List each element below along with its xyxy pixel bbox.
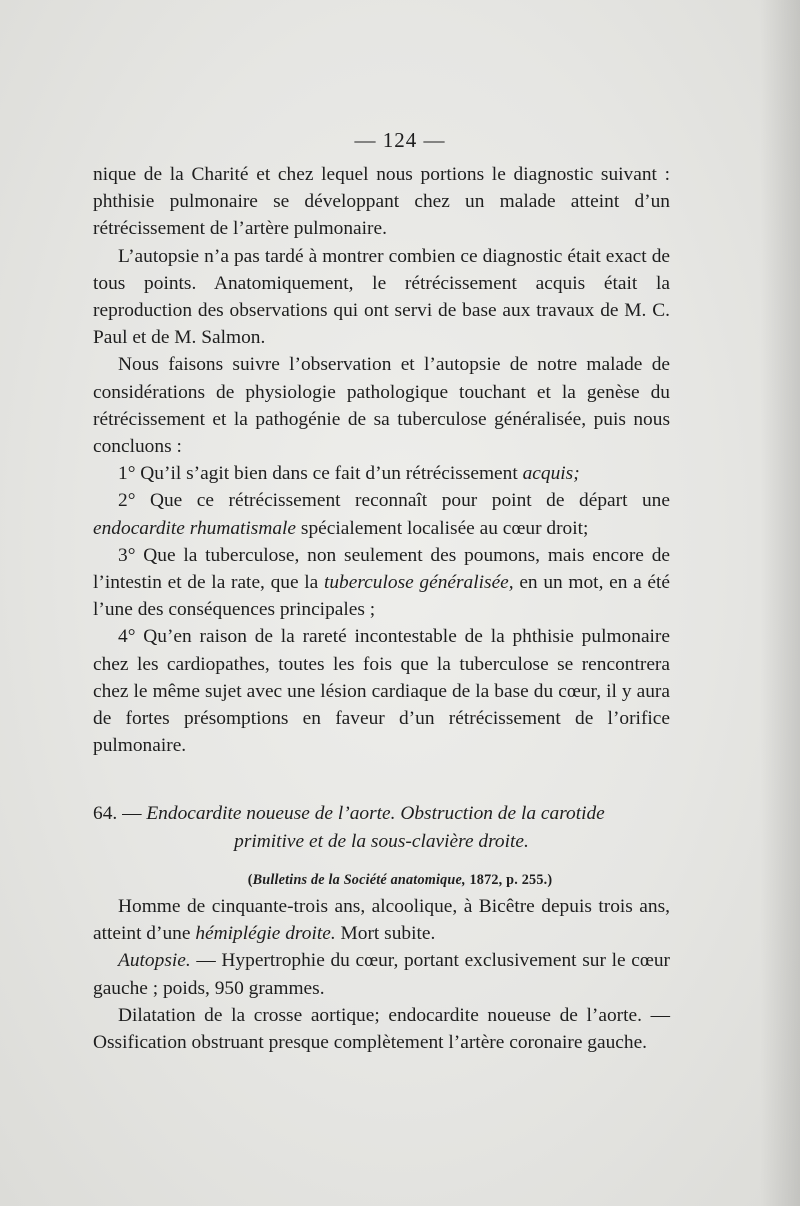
observation-title-line2: primitive et de la sous-clavière droite. xyxy=(234,830,529,852)
conclusion-text: spécialement localisée au cœur droit; xyxy=(296,517,589,539)
observation-citation xyxy=(0,872,800,889)
observation-emphasis: hémiplégie droite. xyxy=(195,923,336,945)
observation-text: Dilatation de la crosse aortique; endocardite noueuse de l’aorte. — Ossification obstruant presque complètement l’artère coronaire gauche. xyxy=(93,1004,670,1054)
page-edge-shadow xyxy=(760,0,800,1206)
conclusion-text: en un mot, en a été l’une des conséquences principales ; xyxy=(93,572,670,621)
intro-text-block xyxy=(93,161,670,759)
conclusion-emphasis: endocardite rhumatismale xyxy=(93,517,297,539)
observation-text: Mort subite. xyxy=(335,923,436,945)
conclusion-item xyxy=(93,542,670,624)
observation-title: Endocardite noueuse de l’aorte. Obstruction de la carotide xyxy=(146,803,605,824)
observation-paragraph xyxy=(93,1002,670,1056)
citation-open: ( xyxy=(247,872,253,888)
intro-paragraph: Nous faisons suivre l’observation et l’autopsie de notre malade de considérations de physiologie pathologique touchant et la genèse du rétrécissement et la pathogénie de sa tuberculose généralisée, puis nous concluons : xyxy=(93,354,670,458)
intro-paragraph: nique de la Charité et chez lequel nous portions le diagnostic suivant : phthisie pulmonaire se développant chez un malade atteint d’un rétrécissement de l’artère pulmonaire. xyxy=(93,164,670,240)
conclusion-text: 4° Qu’en raison de la rareté incontestable de la phthisie pulmonaire chez les cardiopathes, toutes les fois que la tuberculose se rencontrera chez le même sujet avec une lésion cardiaque de la base du cœur, il y aura de fortes présomptions en faveur d’un rétrécissement de l’orifice pulmonaire. xyxy=(93,626,670,757)
observation-emphasis: Autopsie. xyxy=(118,950,191,972)
conclusion-text: 2° Que ce rétrécissement reconnaît pour point de départ une xyxy=(118,490,670,512)
observation-text: — Hypertrophie du cœur, portant exclusivement sur le cœur gauche ; poids, 950 grammes. xyxy=(93,950,670,999)
conclusion-item xyxy=(93,460,670,487)
conclusion-emphasis: acquis; xyxy=(522,463,580,485)
observation-paragraph xyxy=(93,947,670,1001)
conclusion-text: 3° Que la tuberculose, non seulement des poumons, mais encore de l’intestin et de la rate, que la xyxy=(93,544,670,594)
observation-text: Homme de cinquante-trois ans, alcoolique, à Bicêtre depuis trois ans, atteint d’une xyxy=(93,896,670,945)
conclusion-item xyxy=(93,487,670,541)
observation-text-block xyxy=(93,893,670,1056)
citation-details: 1872, p. 255.) xyxy=(465,872,553,888)
conclusion-item xyxy=(93,623,670,759)
observation-heading xyxy=(93,800,670,855)
conclusion-emphasis: tuberculose généralisée, xyxy=(323,572,514,594)
citation-source: Bulletins de la Société anatomique, xyxy=(252,872,466,888)
intro-paragraph: L’autopsie n’a pas tardé à montrer combien ce diagnostic était exact de tous points. Anatomiquement, le rétrécissement acquis était la reproduction des observations qui ont servi de base aux travaux de M. C. Paul et de M. Salmon. xyxy=(93,245,670,349)
observation-title-line xyxy=(93,800,670,828)
observation-paragraph xyxy=(93,893,670,947)
page-number: — 124 — xyxy=(354,128,446,152)
conclusion-text: 1° Qu’il s’agit bien dans ce fait d’un rétrécissement xyxy=(118,463,523,485)
observation-number: 64. — xyxy=(93,803,147,824)
